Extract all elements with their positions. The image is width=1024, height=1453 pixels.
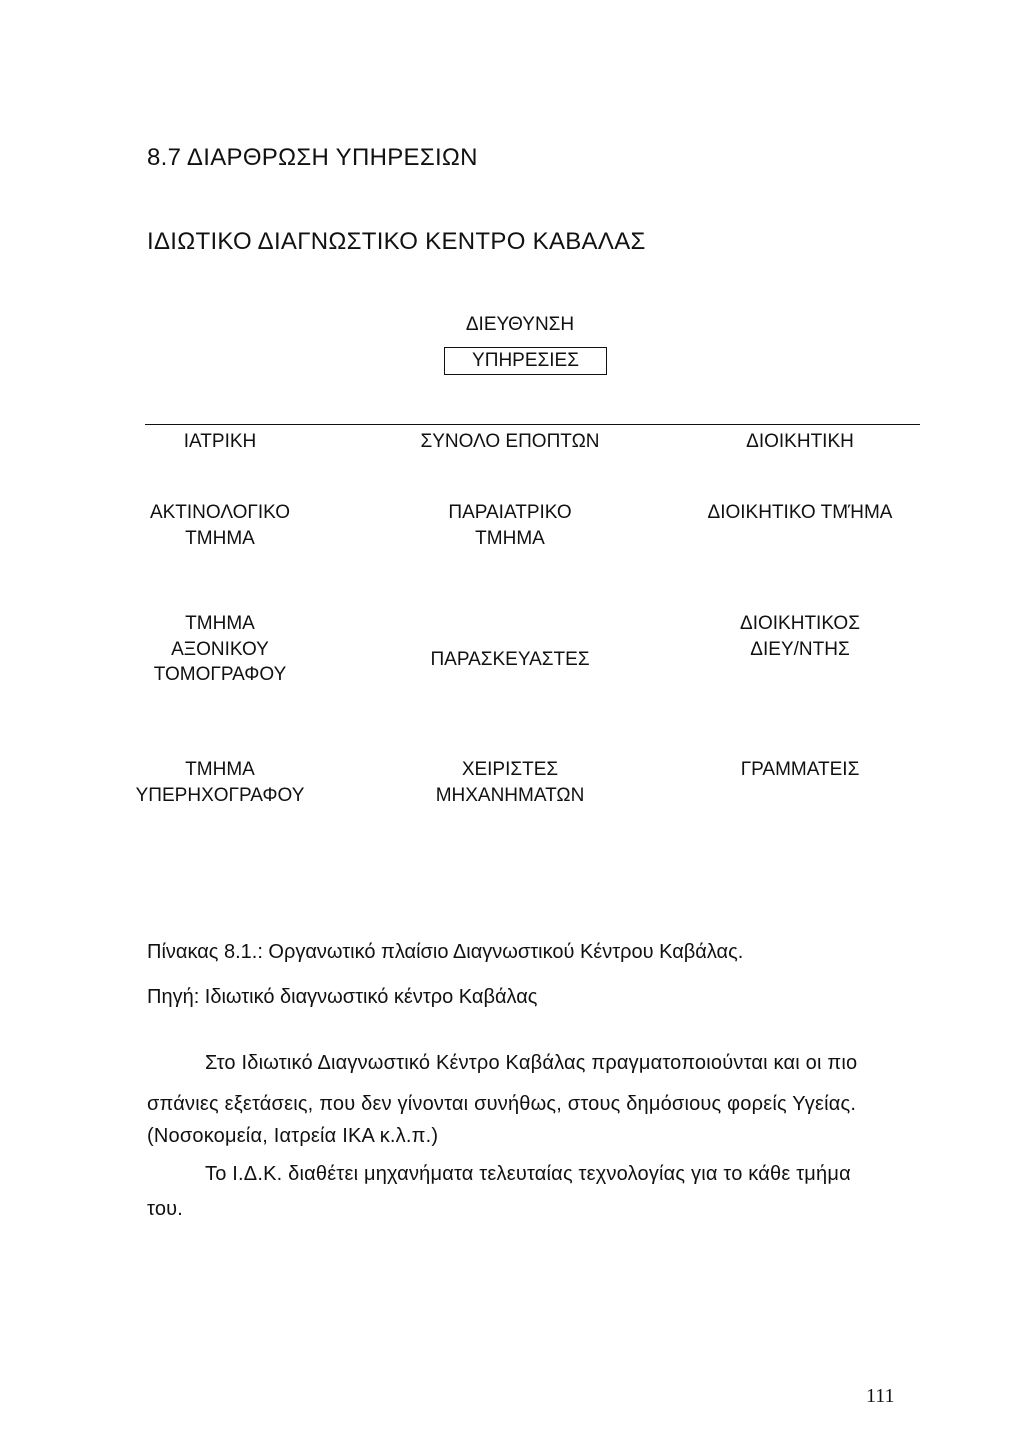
col3-item-1 [680, 500, 920, 526]
page-number: 111 [866, 1385, 895, 1407]
paragraph-line-5: του. [147, 1198, 184, 1220]
section-title: 8.7 ΔΙΑΡΘΡΩΣΗ ΥΠΗΡΕΣΙΩΝ [147, 144, 478, 171]
paragraph-line-2: σπάνιες εξετάσεις, που δεν γίνονται συνήθως, στους δημόσιους φορείς Υγείας. [147, 1093, 857, 1115]
table-caption: Πίνακας 8.1.: Οργανωτικό πλαίσιο Διαγνωστικού Κέντρου Καβάλας. [147, 941, 744, 963]
col2-item-1-line-2: ΤΜΗΜΑ [475, 527, 545, 549]
col1-item-2-line-2: ΑΞΟΝΙΚΟΥ [171, 638, 269, 660]
chart-top-direction: ΔΙΕΥΘΥΝΣΗ [465, 314, 575, 335]
col3-header: ΔΙΟΙΚΗΤΙΚΗ [746, 431, 854, 452]
col1-item-1-line-2: ΤΜΗΜΑ [185, 527, 255, 549]
paragraph-line-1: Στο Ιδιωτικό Διαγνωστικό Κέντρο Καβάλας πραγματοποιούνται και οι πιο [205, 1052, 858, 1074]
col2-item-1 [400, 500, 620, 551]
paragraph-line-4: Το Ι.Δ.Κ. διαθέτει μηχανήματα τελευταίας τεχνολογίας για το κάθε τμήμα [205, 1163, 851, 1185]
col2-header: ΣΥΝΟΛΟ ΕΠΟΠΤΩΝ [420, 431, 600, 452]
col1-item-2-line-3: ΤΟΜΟΓΡΑΦΟΥ [153, 664, 287, 686]
source-caption: Πηγή: Ιδιωτικό διαγνωστικό κέντρο Καβάλας [147, 986, 538, 1008]
col2-item-2-line-1: ΠΑΡΑΣΚΕΥΑΣΤΕΣ [430, 649, 590, 670]
col1-item-1-line-1: ΑΚΤΙΝΟΛΟΓΙΚΟ [149, 502, 291, 523]
col1-item-1 [130, 500, 310, 551]
col3-item-2 [680, 611, 920, 662]
col1-item-3-line-1: ΤΜΗΜΑ [185, 759, 255, 780]
chart-services-box: ΥΠΗΡΕΣΙΕΣ [444, 347, 607, 375]
col1-item-2 [130, 611, 310, 688]
col1-header: ΙΑΤΡΙΚΗ [183, 431, 257, 452]
col3-item-1-line-1: ΔΙΟΙΚΗΤΙΚΟ ΤΜΉΜΑ [707, 502, 893, 523]
col2-item-2 [400, 647, 620, 673]
col2-item-3-line-1: ΧΕΙΡΙΣΤΕΣ [461, 759, 559, 780]
col3-item-2-line-1: ΔΙΟΙΚΗΤΙΚΟΣ [740, 613, 860, 634]
col1-item-3 [110, 757, 330, 808]
col2-item-3 [400, 757, 620, 808]
col3-item-3 [680, 757, 920, 783]
paragraph-line-3: (Νοσοκομεία, Ιατρεία ΙΚΑ κ.λ.π.) [147, 1125, 439, 1147]
org-title: ΙΔΙΩΤΙΚΟ ΔΙΑΓΝΩΣΤΙΚΟ ΚΕΝΤΡΟ ΚΑΒΑΛΑΣ [147, 228, 646, 255]
chart-connector-line [145, 424, 920, 425]
col1-item-2-line-1: ΤΜΗΜΑ [185, 613, 255, 634]
col3-item-3-line-1: ΓΡΑΜΜΑΤΕΙΣ [740, 759, 860, 780]
col2-item-3-line-2: ΜΗΧΑΝΗΜΑΤΩΝ [435, 784, 585, 806]
col1-item-3-line-2: ΥΠΕΡΗΧΟΓΡΑΦΟΥ [135, 784, 305, 806]
col3-item-2-line-2: ΔΙΕΥ/ΝΤΗΣ [750, 638, 850, 660]
col2-item-1-line-1: ΠΑΡΑΙΑΤΡΙΚΟ [448, 502, 572, 523]
